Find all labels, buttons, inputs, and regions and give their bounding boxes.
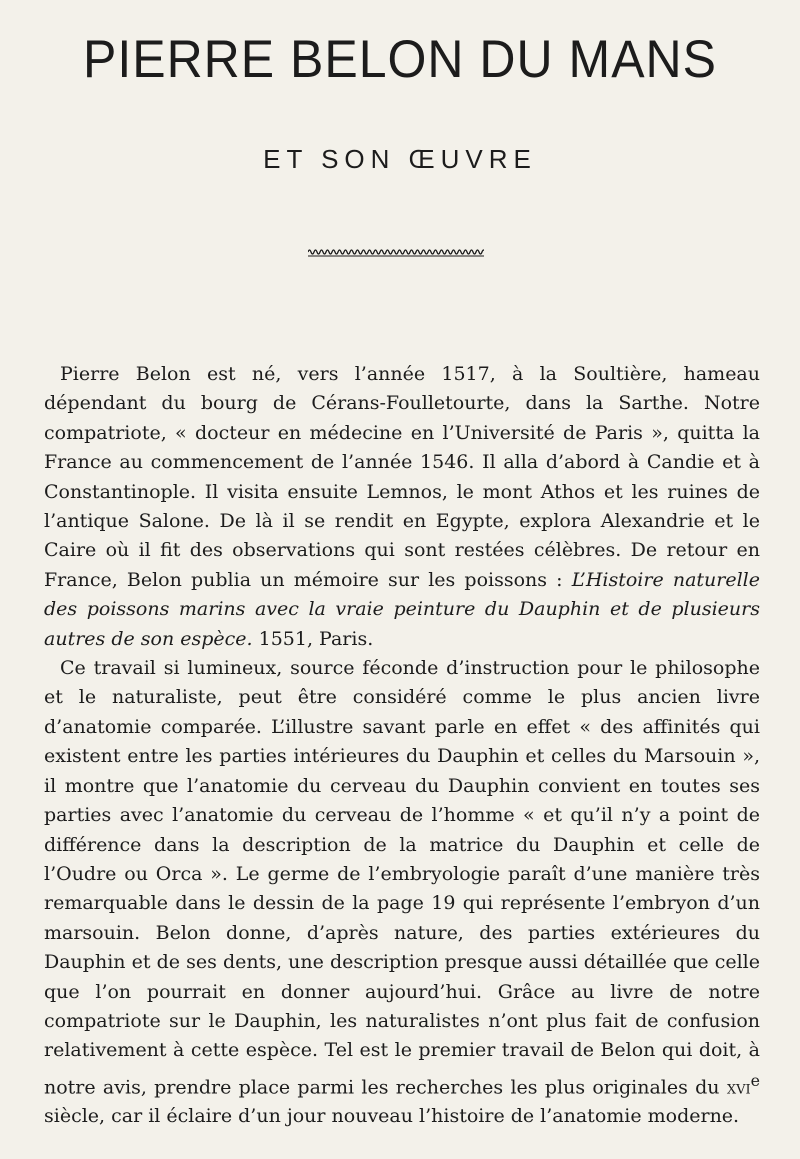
- page-title: PIERRE BELON DU MANS: [82, 29, 717, 89]
- paragraph-2: [44, 654, 760, 1132]
- paragraph-2-text: Ce travail si lumineux, source féconde d’instruction pour le philosophe et le naturaliste, peut être considéré comme le plus ancien livre d’anatomie comparée. L’illustre savant parle en effet « des affinités qui existent entre les parties intérieures du Dauphin et celles du Marsouin », il montre que l’anatomie du cerveau du Dauphin convient en toutes ses parties avec l’anatomie du cerveau de l’homme « et qu’il n’y a point de différence dans la description de la matrice du Dauphin et celle de l’Oudre ou Orca ». Le germe de l’embryologie paraît d’une manière très remarquable dans le dessin de la page 19 qui représente l’embryon d’un marsouin. Belon donne, d’après nature, des parties extérieures du Dauphin et de ses dents, une description presque aussi détaillée que celle que l’on pourrait en donner aujourd’hui. Grâce au livre de notre compatriote sur le Dauphin, les naturalistes n’ont plus fait de confusion relativement à cette espèce. Tel est le premier travail de Belon qui doit, à notre avis, prendre place parmi les recherches les plus originales du: [44, 657, 760, 1099]
- paragraph-1-text: Pierre Belon est né, vers l’année 1517, à la Soultière, hameau dépendant du bourg de Cérans-Foulletourte, dans la Sarthe. Notre compatriote, « docteur en médecine en l’Université de Paris », quitta la France au commencement de l’année 1546. Il alla d’abord à Candie et à Constantinople. Il visita ensuite Lemnos, le mont Athos et les ruines de l’antique Salone. De là il se rendit en Egypte, explora Alexandrie et le Caire où il fit des observations qui sont restées célèbres. De retour en France, Belon publia un mémoire sur les poissons :: [44, 363, 760, 591]
- paragraph-1-tail: 1551, Paris.: [252, 627, 374, 650]
- book-title: L’Histoire naturelle des poissons marins avec la vraie peinture du Dauphin et de plusieurs autres de son espèce.: [44, 568, 760, 650]
- paragraph-2-tail: siècle, car il éclaire d’un jour nouveau l’histoire de l’anatomie moderne.: [44, 1105, 740, 1128]
- paragraph-1: [44, 360, 760, 654]
- page-subtitle: ET SON ŒUVRE: [263, 144, 537, 174]
- century-numeral: xvi: [726, 1076, 751, 1099]
- century-suffix: e: [750, 1070, 760, 1090]
- article-body: [44, 360, 760, 1132]
- wavy-divider-ornament: [308, 246, 484, 260]
